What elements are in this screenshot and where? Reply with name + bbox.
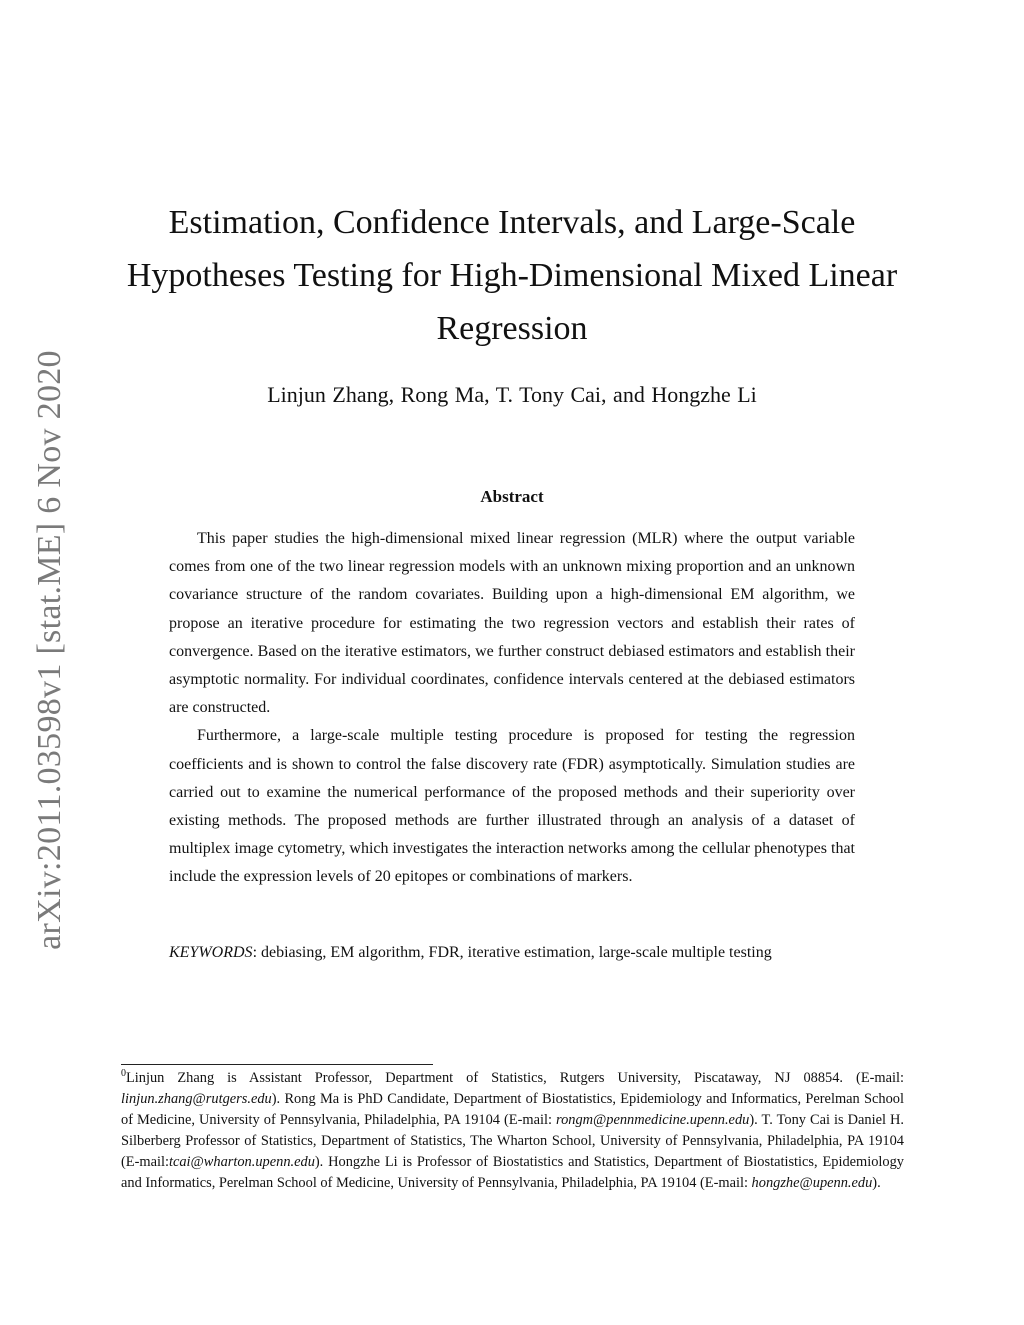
title-line: Estimation, Confidence Intervals, and Large-Scale — [168, 204, 856, 241]
footnote-text: ). T. Tony Cai is Daniel H. Silberberg Professor of Statistics, Department of Statistics, The Wharton School, University of Pennsylvania, Philadelphia, PA 19104 (E-mail: — [121, 1112, 904, 1170]
footnote-text: ). — [872, 1175, 881, 1191]
title-line: Regression — [436, 310, 588, 347]
footnote-text: Linjun Zhang is Assistant Professor, Department of Statistics, Rutgers University, Piscataway, NJ 08854. (E-mail: — [126, 1070, 904, 1086]
footnote-divider — [121, 1064, 433, 1065]
arxiv-identifier-stamp: arXiv:2011.03598v1 [stat.ME] 6 Nov 2020 — [31, 350, 68, 950]
keywords-text: : debiasing, EM algorithm, FDR, iterative estimation, large-scale multiple testing — [252, 944, 772, 961]
email-address: tcai@wharton.upenn.edu — [168, 1154, 315, 1170]
footnote-text: ). Rong Ma is PhD Candidate, Department of Biostatistics, Epidemiology and Informatics, Perelman School of Medicine, University of Pennsylvania, Philadelphia, PA 19104 (E-mail: — [121, 1091, 904, 1128]
abstract-body — [169, 525, 855, 892]
keywords-line — [169, 940, 869, 966]
email-address: linjun.zhang@rutgers.edu — [121, 1091, 272, 1107]
abstract-paragraph: Furthermore, a large-scale multiple testing procedure is proposed for testing the regression coefficients and is shown to control the false discovery rate (FDR) asymptotically. Simulation studies are carried out to examine the numerical performance of the proposed methods and their superiority over existing methods. The proposed methods are further illustrated through an analysis of a dataset of multiplex image cytometry, which investigates the interaction networks among the cellular phenotypes that include the expression levels of 20 epitopes or combinations of markers. — [169, 727, 855, 886]
author-affiliation-footnote — [121, 1068, 904, 1194]
footnote-text: ). Hongzhe Li is Professor of Biostatistics and Statistics, Department of Biostatistics, Epidemiology and Informatics, Perelman School of Medicine, University of Pennsylvania, Philadelphia, PA 19104 (E-mail: — [121, 1154, 904, 1191]
email-address: rongm@pennmedicine.upenn.edu — [556, 1112, 750, 1128]
email-address: hongzhe@upenn.edu — [751, 1175, 873, 1191]
keywords-label: KEYWORDS — [169, 944, 253, 961]
abstract-heading: Abstract — [480, 487, 544, 506]
abstract-paragraph: This paper studies the high-dimensional mixed linear regression (MLR) where the output variable comes from one of the two linear regression models with an unknown mixing proportion and an unknown covariance structure of the random covariates. Building upon a high-dimensional EM algorithm, we propose an iterative procedure for estimating the two regression vectors and establish their rates of convergence. Based on the iterative estimators, we further construct debiased estimators and establish their asymptotic normality. For individual coordinates, confidence intervals centered at the debiased estimators are constructed. — [169, 530, 855, 717]
paper-title — [100, 196, 924, 355]
footnote-marker: 0 — [121, 1068, 126, 1079]
title-line: Hypotheses Testing for High-Dimensional Mixed Linear — [126, 257, 898, 294]
author-list: Linjun Zhang, Rong Ma, T. Tony Cai, and Hongzhe Li — [267, 382, 757, 407]
